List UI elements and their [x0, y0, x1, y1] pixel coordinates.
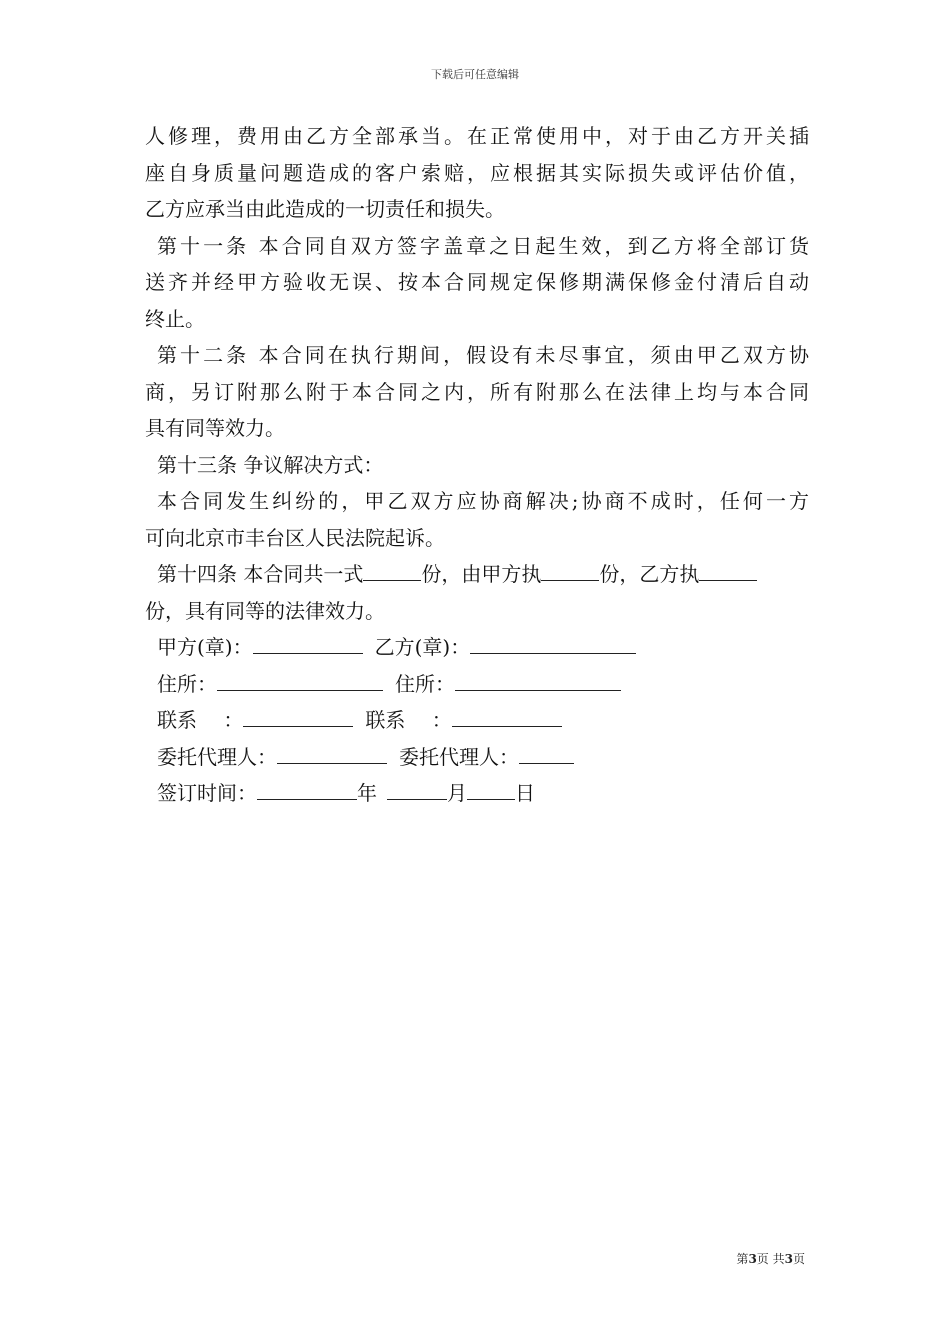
- document-body: [145, 118, 809, 812]
- clause-11-line: 终止。: [145, 306, 205, 331]
- clause-14-text: 份，由甲方执: [421, 562, 542, 586]
- clause-13-line: 本合同发生纠纷的，甲乙双方应协商解决;协商不成时，任何一方: [157, 489, 809, 513]
- party-a-address-label: 住所：: [157, 671, 217, 696]
- party-b-contact-label: 联系 ：: [365, 708, 452, 732]
- clause-11-line: 第十一条 本合同自双方签字盖章之日起生效，到乙方将全部订货: [157, 233, 809, 258]
- party-a-seal-label: 甲方(章)：: [157, 635, 253, 659]
- party-a-agent-blank[interactable]: [277, 741, 387, 764]
- clause-12-line: 具有同等效力。: [145, 416, 285, 440]
- party-a-address-blank[interactable]: [217, 668, 383, 691]
- page-number-suffix: 页: [792, 1252, 805, 1266]
- party-a-seal-blank[interactable]: [253, 631, 363, 654]
- party-b-address-blank[interactable]: [455, 668, 621, 691]
- page-number-mid: 页 共: [756, 1252, 785, 1266]
- total-pages: 3: [784, 1252, 793, 1266]
- year-label: 年: [357, 781, 377, 805]
- day-blank[interactable]: [467, 777, 515, 800]
- clause-13-title: 第十三条 争议解决方式：: [157, 452, 384, 477]
- body-line: 乙方应承当由此造成的一切责任和损失。: [145, 197, 505, 221]
- copies-party-b-blank[interactable]: [699, 558, 757, 581]
- copies-total-blank[interactable]: [363, 558, 421, 581]
- clause-14-text: 份，乙方执: [599, 562, 700, 586]
- clause-14-text: 第十四条 本合同共一式: [157, 562, 364, 586]
- party-a-agent-label: 委托代理人：: [157, 744, 277, 769]
- clause-12-line: 第十二条 本合同在执行期间，假设有未尽事宜，须由甲乙双方协: [157, 343, 809, 367]
- clause-11-line: 送齐并经甲方验收无误、按本合同规定保修期满保修金付清后自动: [145, 270, 809, 294]
- party-b-contact-blank[interactable]: [452, 704, 562, 727]
- current-page: 3: [748, 1252, 757, 1266]
- agent-row: [145, 739, 809, 776]
- clause-13-line: 可向北京市丰台区人民法院起诉。: [145, 525, 445, 550]
- year-blank[interactable]: [257, 777, 357, 800]
- seal-row: [145, 629, 809, 666]
- clause-14-line: 份，具有同等的法律效力。: [145, 598, 385, 623]
- contact-row: [145, 702, 809, 739]
- page-header-note: 下载后可任意编辑: [431, 68, 519, 81]
- party-b-agent-label: 委托代理人：: [399, 744, 519, 769]
- party-a-contact-blank[interactable]: [243, 704, 353, 727]
- day-label: 日: [515, 781, 535, 805]
- address-row: [145, 666, 809, 703]
- party-b-address-label: 住所：: [395, 671, 455, 696]
- party-b-agent-blank[interactable]: [519, 741, 574, 764]
- date-label: 签订时间：: [157, 781, 257, 805]
- body-line: 人修理，费用由乙方全部承当。在正常使用中，对于由乙方开关插: [145, 124, 809, 148]
- copies-party-a-blank[interactable]: [541, 558, 599, 581]
- party-a-contact-label: 联系 ：: [157, 708, 244, 732]
- clause-14-line: [145, 556, 809, 593]
- page-number: [736, 1250, 805, 1267]
- party-b-seal-label: 乙方(章)：: [374, 635, 471, 659]
- body-line: 座自身质量问题造成的客户索赔，应根据其实际损失或评估价值，: [145, 160, 809, 185]
- month-blank[interactable]: [387, 777, 447, 800]
- month-label: 月: [447, 781, 467, 805]
- clause-12-line: 商，另订附那么附于本合同之内，所有附那么在法律上均与本合同: [145, 379, 809, 404]
- date-row: [145, 775, 809, 812]
- page-number-prefix: 第: [736, 1252, 749, 1266]
- party-b-seal-blank[interactable]: [470, 631, 636, 654]
